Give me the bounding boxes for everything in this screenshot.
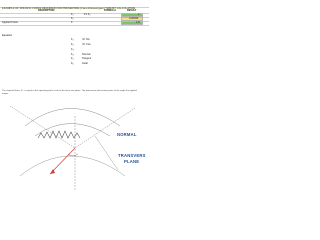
tangent-line-right — [75, 108, 135, 148]
explanatory-note: The required force, F₁, is equal to the operating pitch circle to the base one plane. The transverse pitch-mark points of the angle the applied torque. — [2, 90, 137, 95]
eq-sym-6: F₆ — [71, 62, 74, 65]
gear-teeth — [38, 131, 80, 138]
row-1-formula: F₁ — [71, 13, 74, 16]
eq-val-6: Axial — [82, 62, 88, 65]
tangent-line-left — [10, 106, 75, 148]
row-1-formula-2: F1·F₂ — [84, 13, 91, 16]
row-3-formula: F — [71, 21, 73, 24]
row-3-result: 1.8 — [136, 21, 140, 24]
eq-val-2: =F·Cos — [82, 43, 91, 46]
col-header-description: DESCRIPTION — [38, 9, 55, 12]
eq-sym-3: F₃ — [71, 48, 74, 51]
plane-label: PLANE — [124, 159, 140, 164]
eq-sym-1: F₁ — [71, 38, 74, 41]
row-1-result: 1 — [138, 13, 140, 16]
base-arc — [20, 156, 125, 176]
eq-val-4: Normal — [82, 53, 91, 56]
force-arrow — [50, 148, 75, 174]
col-header-formula: FORMULA — [104, 9, 116, 12]
eq-val-1: =F·Sin — [82, 38, 90, 41]
row-3-description: Applied Force — [2, 21, 19, 24]
eq-val-5: Tangent — [82, 57, 92, 60]
normal-label: NORMAL — [117, 132, 137, 137]
gear-diagram — [0, 96, 149, 198]
col-header-result: RESULT — [127, 9, 137, 12]
angle-arc — [68, 154, 78, 156]
eq-sym-4: F₄ — [71, 53, 74, 56]
row-2-result: 0.00024 — [129, 17, 139, 20]
row-2-formula: F₂ — [71, 17, 74, 20]
eq-sym-2: F₂ — [71, 43, 74, 46]
sheet-title: EXAMPLE OF SPECIFIC FORCE REQUIRED FOR PRESENTING (Cam-follower/gear) THRUST CALCULATION — [2, 6, 136, 10]
equation-label: Equation — [2, 34, 13, 37]
transverse-label: TRANSVERS — [118, 153, 146, 158]
eq-sym-5: F₅ — [71, 57, 74, 60]
